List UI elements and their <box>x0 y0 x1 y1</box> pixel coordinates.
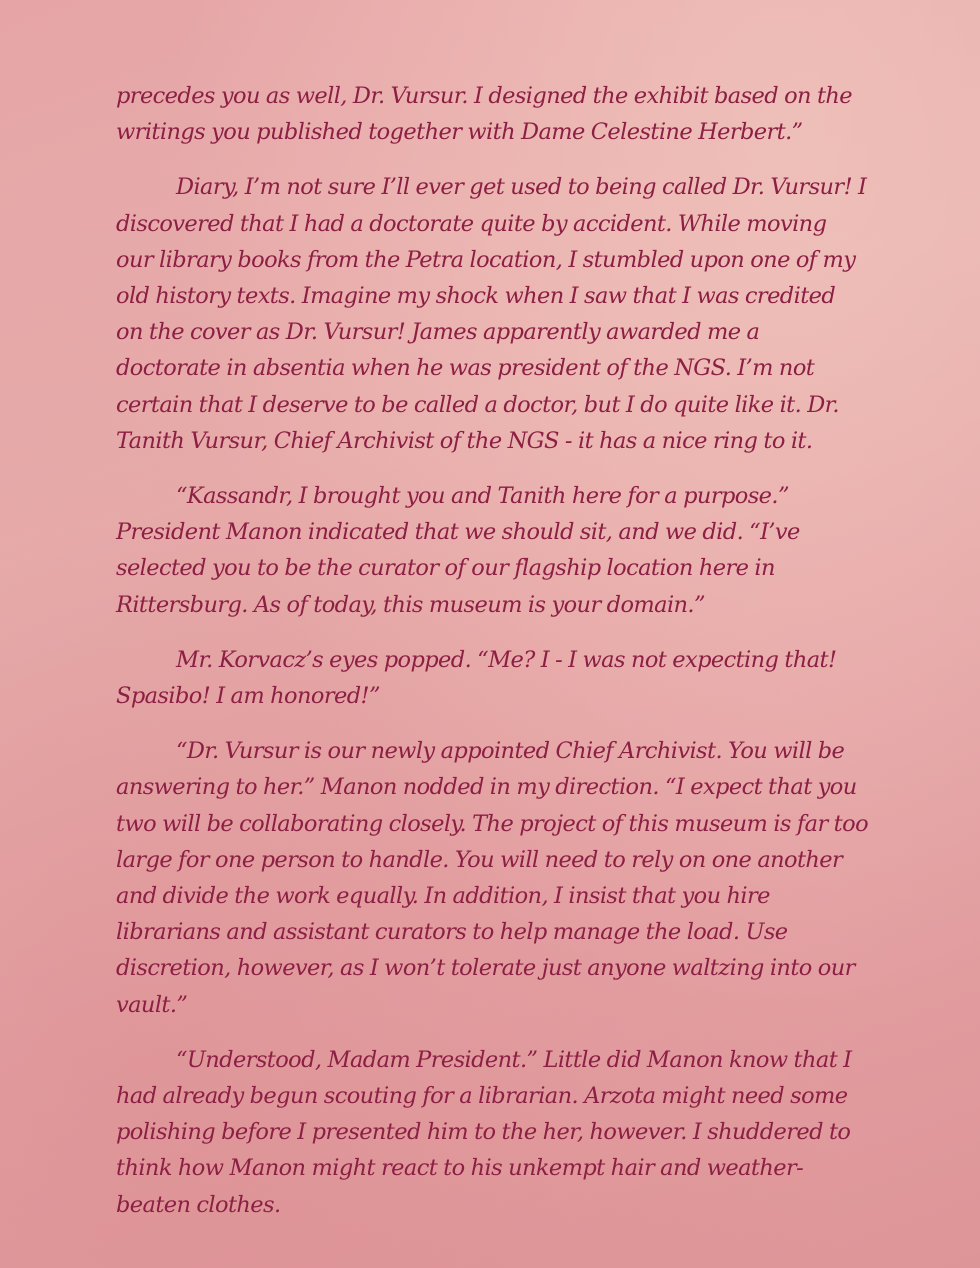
paragraph: “Understood, Madam President.” Little did Manon know that I had already begun scouting for a librarian. Arzota might need some polishing before I presented him to the her, however. I shuddered to think how Manon might react to his unkempt hair and weather-beaten clothes. <box>116 1046 852 1218</box>
paragraph: Mr. Korvacz’s eyes popped. “Me? I - I was not expecting that! Spasibo! I am honored!” <box>116 646 837 710</box>
diary-page-body <box>116 78 868 1242</box>
paragraph: “Kassandr, I brought you and Tanith here for a purpose.” President Manon indicated that we should sit, and we did. “I’ve selected you to be the curator of our flagship location here in Rittersburg. As of today, this museum is your domain.” <box>116 483 800 618</box>
paragraph: “Dr. Vursur is our newly appointed Chief Archivist. You will be answering to her.” Manon nodded in my direction. “I expect that you two will be collaborating closely. The project of this museum is far too large for one person to handle. You will need to rely on one another and divide the work equally. In addition, I insist that you hire librarians and assistant curators to help manage the load. Use discretion, however, as I won’t tolerate just anyone waltzing into our vault.” <box>116 738 869 1018</box>
paragraph: precedes you as well, Dr. Vursur. I designed the exhibit based on the writings you published together with Dame Celestine Herbert.” <box>116 83 853 146</box>
paragraph: Diary, I’m not sure I’ll ever get used to being called Dr. Vursur! I discovered that I had a doctorate quite by accident. While moving our library books from the Petra location, I stumbled upon one of my old history texts. Imagine my shock when I saw that I was credited on the cover as Dr. Vursur! James apparently awarded me a doctorate in absentia when he was president of the NGS. I’m not certain that I deserve to be called a doctor, but I do quite like it. Dr. Tanith Vursur, Chief Archivist of the NGS - it has a nice ring to it. <box>116 174 867 454</box>
